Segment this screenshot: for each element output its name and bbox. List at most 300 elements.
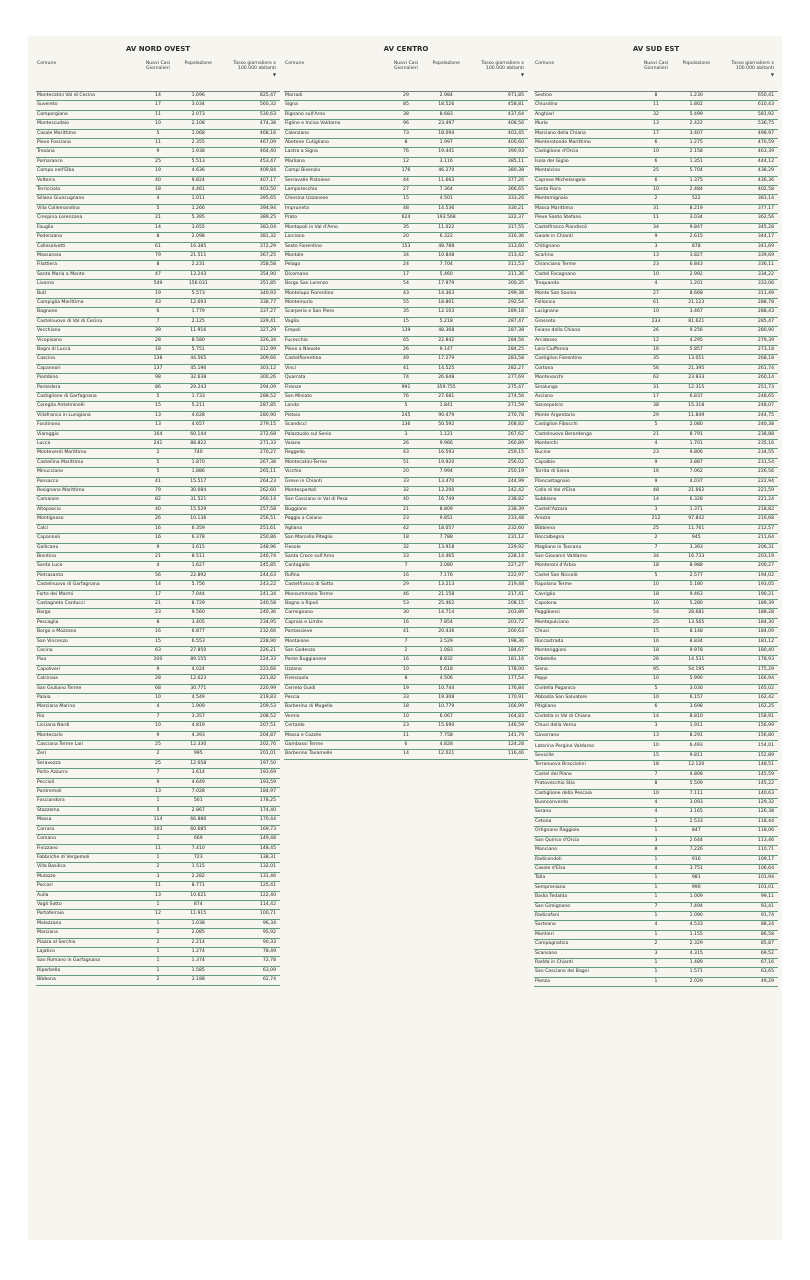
cell-comune: Cecina — [36, 646, 141, 655]
cell-comune: Massa Marittima — [534, 204, 639, 213]
header-nuovi-casi[interactable]: Nuovi Casi Giornalieri — [141, 55, 175, 92]
cell-nuovi-casi: 30 — [389, 609, 423, 618]
cell-nuovi-casi: 9 — [141, 778, 175, 787]
cell-nuovi-casi: 11 — [639, 214, 673, 223]
cell-tasso: 326,34 — [221, 336, 280, 345]
cell-comune: Santa Fiora — [534, 186, 639, 195]
cell-nuovi-casi: 14 — [639, 712, 673, 721]
table-row — [284, 646, 528, 655]
cell-tasso: 145,59 — [719, 770, 778, 779]
table-row — [36, 976, 280, 985]
cell-nuovi-casi: 9 — [639, 477, 673, 486]
cell-popolazione: 4.636 — [175, 167, 221, 176]
cell-popolazione: 18.526 — [423, 101, 469, 110]
cell-popolazione: 6.328 — [673, 496, 719, 505]
table-row — [534, 646, 778, 655]
cell-tasso: 221,24 — [719, 496, 778, 505]
cell-nuovi-casi: 4 — [639, 808, 673, 817]
cell-nuovi-casi: 16 — [639, 637, 673, 646]
cell-comune: Fivizzano — [36, 844, 141, 853]
cell-nuovi-casi: 34 — [389, 251, 423, 260]
cell-popolazione: 14.536 — [423, 204, 469, 213]
cell-tasso: 184,97 — [221, 788, 280, 797]
table-row — [534, 609, 778, 618]
cell-popolazione: 1.696 — [175, 92, 221, 101]
table-row — [534, 741, 778, 752]
header-popolazione[interactable]: Popolazione — [423, 55, 469, 92]
cell-comune: Montalcino — [534, 167, 639, 176]
cell-nuovi-casi: 5 — [141, 458, 175, 467]
cell-comune: Campagnatico — [534, 940, 639, 949]
cell-comune: Rignano sull'Arno — [284, 110, 389, 119]
cell-popolazione: 9.847 — [673, 223, 719, 232]
table-row — [284, 393, 528, 402]
cell-comune: Marciana — [36, 929, 141, 938]
cell-popolazione: 5.513 — [175, 157, 221, 166]
cell-tasso: 383,14 — [719, 195, 778, 204]
cell-comune: Collesalvetti — [36, 242, 141, 251]
table-row — [284, 571, 528, 580]
table-row — [534, 214, 778, 223]
cell-tasso: 287,47 — [469, 317, 528, 326]
cell-comune: Castiglione d'Orcia — [534, 148, 639, 157]
cell-tasso: 114,42 — [221, 900, 280, 909]
cell-popolazione: 6.553 — [175, 637, 221, 646]
cell-comune: Pescaglia — [36, 618, 141, 627]
cell-tasso: 581,92 — [719, 110, 778, 119]
cell-popolazione: 18.094 — [423, 129, 469, 138]
cell-nuovi-casi: 5 — [639, 421, 673, 430]
cell-tasso: 149,48 — [221, 835, 280, 844]
header-tasso[interactable] — [719, 55, 778, 92]
table-row — [36, 430, 280, 439]
cell-tasso: 366,65 — [469, 186, 528, 195]
cell-tasso: 250,86 — [221, 534, 280, 543]
cell-popolazione: 13.918 — [423, 543, 469, 552]
cell-popolazione: 2.029 — [673, 977, 719, 986]
cell-comune: Capannoli — [36, 534, 141, 543]
sort-desc-icon[interactable]: ▼ — [520, 71, 524, 77]
table-row — [36, 703, 280, 712]
cell-popolazione: 6.493 — [673, 741, 719, 752]
cell-nuovi-casi: 1 — [639, 855, 673, 864]
header-tasso-label: Tasso giornaliero x 100.000 abitanti — [233, 61, 276, 72]
cell-comune: Castiglione di Garfagnana — [36, 393, 141, 402]
cell-popolazione: 10.744 — [423, 684, 469, 693]
table-row — [284, 120, 528, 129]
cell-tasso: 212,57 — [719, 524, 778, 533]
cell-tasso: 156,80 — [719, 731, 778, 740]
cell-nuovi-casi: 43 — [389, 449, 423, 458]
cell-comune: Peccioli — [36, 778, 141, 787]
sort-desc-icon[interactable]: ▼ — [770, 71, 774, 77]
cell-nuovi-casi: 61 — [639, 298, 673, 307]
cell-popolazione: 54.195 — [673, 665, 719, 674]
cell-comune: Riparbella — [36, 966, 141, 975]
cell-comune: Dicomano — [284, 270, 389, 279]
cell-comune: Monte San Savino — [534, 289, 639, 298]
header-tasso[interactable] — [469, 55, 528, 92]
table-row — [284, 750, 528, 759]
cell-nuovi-casi: 1 — [639, 874, 673, 883]
cell-comune: Gavorrano — [534, 731, 639, 740]
cell-popolazione: 2.214 — [175, 938, 221, 947]
cell-popolazione: 13.470 — [423, 477, 469, 486]
table-row — [36, 355, 280, 364]
table-row — [534, 345, 778, 354]
cell-tasso: 340,93 — [221, 289, 280, 298]
cell-comune: Ortignano Raggiolo — [534, 827, 639, 836]
cell-nuovi-casi: 12 — [389, 157, 423, 166]
cell-popolazione: 7.364 — [423, 186, 469, 195]
cell-popolazione: 90.479 — [423, 411, 469, 420]
cell-nuovi-casi: 24 — [389, 261, 423, 270]
cell-nuovi-casi: 11 — [389, 731, 423, 740]
cell-comune: Carrara — [36, 825, 141, 834]
cell-comune: San Casciano dei Bagni — [534, 968, 639, 977]
cell-comune: Fauglia — [36, 223, 141, 232]
cell-nuovi-casi: 7 — [141, 317, 175, 326]
header-comune[interactable]: Comune — [284, 55, 389, 92]
cell-popolazione: 2.992 — [673, 270, 719, 279]
cell-comune: Impruneta — [284, 204, 389, 213]
table-row — [534, 703, 778, 712]
table-row — [534, 571, 778, 580]
cell-tasso: 284,25 — [469, 345, 528, 354]
table-row — [36, 280, 280, 289]
cell-nuovi-casi: 51 — [389, 458, 423, 467]
cell-tasso: 241,34 — [221, 590, 280, 599]
cell-tasso: 285,47 — [719, 317, 778, 326]
cell-nuovi-casi: 79 — [141, 251, 175, 260]
cell-tasso: 91,74 — [719, 911, 778, 920]
cell-nuovi-casi: 26 — [639, 327, 673, 336]
cell-tasso: 437,64 — [469, 110, 528, 119]
cell-nuovi-casi: 5 — [141, 468, 175, 477]
sort-desc-icon[interactable]: ▼ — [272, 71, 276, 77]
cell-nuovi-casi: 7 — [639, 902, 673, 911]
cell-nuovi-casi: 15 — [141, 637, 175, 646]
cell-tasso: 257,58 — [221, 505, 280, 514]
panel-title: AV SUD EST — [632, 45, 680, 53]
table-row — [36, 477, 280, 486]
cell-popolazione: 8.810 — [673, 712, 719, 721]
cell-popolazione: 193.568 — [423, 214, 469, 223]
cell-comune: San Quirico d'Orcia — [534, 836, 639, 845]
table-row — [284, 270, 528, 279]
cell-popolazione: 5.211 — [175, 402, 221, 411]
cell-nuovi-casi: 41 — [389, 628, 423, 637]
cell-tasso: 201,01 — [221, 750, 280, 759]
cell-tasso: 101,01 — [719, 883, 778, 892]
cell-nuovi-casi: 3 — [141, 872, 175, 881]
cell-popolazione: 1.911 — [673, 722, 719, 731]
cell-tasso: 409,84 — [221, 167, 280, 176]
cell-nuovi-casi: 10 — [639, 270, 673, 279]
cell-nuovi-casi: 32 — [389, 543, 423, 552]
cell-comune: Agliana — [284, 524, 389, 533]
cell-comune: Santa Luce — [36, 562, 141, 571]
cell-comune: San Giovanni Valdarno — [534, 552, 639, 561]
table-row — [284, 195, 528, 204]
table-row — [36, 167, 280, 176]
header-popolazione[interactable]: Popolazione — [175, 55, 221, 92]
cell-nuovi-casi: 2 — [141, 449, 175, 458]
cell-comune: Roccastrada — [534, 637, 639, 646]
cell-tasso: 229,92 — [469, 543, 528, 552]
cell-nuovi-casi: 26 — [389, 345, 423, 354]
cell-comune: Monsummano Terme — [284, 590, 389, 599]
cell-popolazione: 3.034 — [175, 101, 221, 110]
cell-comune: Pelago — [284, 261, 389, 270]
cell-nuovi-casi: 1 — [639, 893, 673, 902]
cell-tasso: 188,28 — [719, 609, 778, 618]
cell-tasso: 178,00 — [469, 665, 528, 674]
cell-tasso: 444,12 — [719, 157, 778, 166]
cell-comune: Viareggio — [36, 430, 141, 439]
cell-popolazione: 12.623 — [175, 675, 221, 684]
table-row — [534, 930, 778, 939]
cell-popolazione: 9.966 — [423, 440, 469, 449]
cell-comune: Reggello — [284, 449, 389, 458]
cell-comune: Lajatico — [36, 947, 141, 956]
cell-comune: Castel San Niccolò — [534, 571, 639, 580]
table-row — [36, 599, 280, 608]
cell-nuovi-casi: 11 — [141, 139, 175, 148]
cell-tasso: 260,14 — [719, 374, 778, 383]
cell-nuovi-casi: 56 — [639, 364, 673, 373]
cell-nuovi-casi: 35 — [389, 223, 423, 232]
cell-comune: Lamporecchio — [284, 186, 389, 195]
table-row — [284, 242, 528, 251]
cell-comune: Pieve Santo Stefano — [534, 214, 639, 223]
cell-nuovi-casi: 10 — [639, 599, 673, 608]
panel-title: AV CENTRO — [383, 45, 429, 53]
cell-comune: Castelfranco di Sotto — [284, 581, 389, 590]
cell-comune: Montelupo Fiorentino — [284, 289, 389, 298]
cell-popolazione: 5.218 — [423, 317, 469, 326]
cell-comune: Fabbriche di Vergemoli — [36, 853, 141, 862]
cell-nuovi-casi: 1 — [141, 957, 175, 966]
cell-nuovi-casi: 2 — [141, 929, 175, 938]
cell-comune: Sansepolcro — [534, 402, 639, 411]
cell-tasso: 248,07 — [719, 402, 778, 411]
cell-popolazione: 17.979 — [423, 280, 469, 289]
cell-nuovi-casi: 14 — [639, 496, 673, 505]
cell-nuovi-casi: 10 — [389, 665, 423, 674]
cell-nuovi-casi: 3 — [389, 430, 423, 439]
cell-nuovi-casi: 7 — [389, 637, 423, 646]
cell-comune: Prato — [284, 214, 389, 223]
cell-popolazione: 4.808 — [673, 770, 719, 779]
header-comune[interactable]: Comune — [534, 55, 639, 92]
cell-tasso: 474,38 — [221, 120, 280, 129]
table-row — [36, 938, 280, 947]
table-row — [36, 919, 280, 928]
cell-tasso: 338,77 — [221, 298, 280, 307]
cell-popolazione: 3.116 — [423, 157, 469, 166]
cell-tasso: 96,34 — [221, 919, 280, 928]
table-row — [284, 590, 528, 599]
cell-tasso: 100,71 — [221, 910, 280, 919]
data-table — [36, 55, 280, 986]
cell-tasso: 284,56 — [469, 336, 528, 345]
table-row — [36, 741, 280, 750]
cell-comune: Bagno a Ripoli — [284, 599, 389, 608]
table-row — [534, 374, 778, 383]
cell-popolazione: 8.809 — [423, 505, 469, 514]
cell-nuovi-casi: 1 — [639, 968, 673, 977]
cell-popolazione: 15.318 — [673, 402, 719, 411]
cell-popolazione: 12.021 — [423, 750, 469, 759]
table-row — [284, 543, 528, 552]
cell-comune: Pistoia — [284, 411, 389, 420]
table-row — [534, 458, 778, 467]
cell-popolazione: 4.393 — [175, 731, 221, 740]
cell-tasso: 470,59 — [719, 139, 778, 148]
cell-popolazione: 1.779 — [175, 308, 221, 317]
table-row — [534, 280, 778, 289]
cell-nuovi-casi: 8 — [639, 92, 673, 101]
cell-tasso: 67,16 — [719, 958, 778, 967]
cell-comune: Marciana Marina — [36, 703, 141, 712]
cell-nuovi-casi: 12 — [639, 336, 673, 345]
cell-tasso: 200,27 — [719, 562, 778, 571]
table-row — [36, 101, 280, 110]
header-nuovi-casi[interactable]: Nuovi Casi Giornalieri — [389, 55, 423, 92]
cell-popolazione: 3.093 — [673, 799, 719, 808]
cell-popolazione: 5.990 — [673, 675, 719, 684]
cell-tasso: 498,97 — [719, 129, 778, 138]
cell-comune: Poggio a Caiano — [284, 515, 389, 524]
table-row — [534, 893, 778, 902]
cell-popolazione: 2.615 — [673, 233, 719, 242]
cell-tasso: 341,69 — [719, 242, 778, 251]
table-row — [36, 139, 280, 148]
cell-nuovi-casi: 21 — [141, 552, 175, 561]
cell-tasso: 178,93 — [719, 656, 778, 665]
cell-nuovi-casi: 7 — [639, 543, 673, 552]
cell-nuovi-casi: 1 — [639, 883, 673, 892]
header-popolazione[interactable]: Popolazione — [673, 55, 719, 92]
table-row — [534, 656, 778, 665]
cell-nuovi-casi: 5 — [141, 806, 175, 815]
cell-tasso: 164,83 — [469, 712, 528, 721]
table-row — [36, 750, 280, 759]
cell-tasso: 176,84 — [469, 684, 528, 693]
cell-tasso: 267,62 — [469, 430, 528, 439]
cell-comune: Volterra — [36, 176, 141, 185]
cell-popolazione: 2.329 — [673, 940, 719, 949]
cell-comune: Follonica — [534, 298, 639, 307]
cell-popolazione: 3.615 — [175, 543, 221, 552]
cell-nuovi-casi: 47 — [141, 270, 175, 279]
table-row — [284, 101, 528, 110]
cell-tasso: 177,54 — [469, 675, 528, 684]
cell-tasso: 385,11 — [469, 157, 528, 166]
cell-tasso: 339,69 — [719, 251, 778, 260]
cell-nuovi-casi: 33 — [389, 694, 423, 703]
cell-tasso: 180,40 — [719, 646, 778, 655]
table-row — [36, 609, 280, 618]
cell-tasso: 244,63 — [221, 571, 280, 580]
cell-comune: Lucca — [36, 440, 141, 449]
table-row — [284, 336, 528, 345]
cell-nuovi-casi: 33 — [389, 552, 423, 561]
cell-popolazione: 878 — [673, 242, 719, 251]
cell-nuovi-casi: 4 — [639, 440, 673, 449]
cell-nuovi-casi: 23 — [639, 449, 673, 458]
table-row — [534, 308, 778, 317]
cell-nuovi-casi: 18 — [141, 186, 175, 195]
cell-tasso: 262,60 — [221, 487, 280, 496]
cell-nuovi-casi: 9 — [141, 148, 175, 157]
cell-tasso: 158,91 — [719, 712, 778, 721]
cell-tasso: 248,96 — [221, 543, 280, 552]
header-comune[interactable]: Comune — [36, 55, 141, 92]
cell-nuovi-casi: 2 — [639, 195, 673, 204]
cell-comune: Santa Croce sull'Arno — [284, 552, 389, 561]
cell-tasso: 240,38 — [719, 421, 778, 430]
cell-nuovi-casi: 21 — [141, 214, 175, 223]
cell-popolazione: 5.499 — [673, 110, 719, 119]
cell-popolazione: 669 — [175, 835, 221, 844]
cell-comune: Barberino Tavarnelle — [284, 750, 389, 759]
cell-popolazione: 27.850 — [175, 646, 221, 655]
cell-comune: Calcinaia — [36, 675, 141, 684]
table-row — [534, 430, 778, 439]
cell-nuovi-casi: 34 — [639, 223, 673, 232]
header-tasso[interactable] — [221, 55, 280, 92]
cell-comune: Caprese Michelangelo — [534, 176, 639, 185]
header-nuovi-casi[interactable]: Nuovi Casi Giornalieri — [639, 55, 673, 92]
cell-comune: Torrita di Siena — [534, 468, 639, 477]
cell-nuovi-casi: 25 — [141, 157, 175, 166]
cell-nuovi-casi: 5 — [389, 402, 423, 411]
cell-comune: Pontedera — [36, 383, 141, 392]
table-row — [284, 317, 528, 326]
table-row — [534, 712, 778, 721]
cell-popolazione: 89.155 — [175, 656, 221, 665]
cell-tasso: 101,94 — [719, 874, 778, 883]
cell-tasso: 270,78 — [469, 411, 528, 420]
cell-popolazione: 1.155 — [673, 930, 719, 939]
cell-comune: Gaiole in Chianti — [534, 233, 639, 242]
cell-comune: Castelfiorentino — [284, 355, 389, 364]
table-row — [284, 223, 528, 232]
cell-comune: Cerreto Guidi — [284, 684, 389, 693]
cell-tasso: 825,47 — [221, 92, 280, 101]
cell-popolazione: 15.517 — [175, 477, 221, 486]
cell-popolazione: 5.460 — [423, 270, 469, 279]
cell-popolazione: 1.274 — [175, 947, 221, 956]
table-row — [36, 327, 280, 336]
table-row — [534, 855, 778, 864]
cell-popolazione: 12.120 — [673, 761, 719, 770]
data-table — [534, 55, 778, 987]
cell-popolazione: 3.614 — [175, 769, 221, 778]
cell-tasso: 138,31 — [221, 853, 280, 862]
cell-comune: Palazzuolo sul Senio — [284, 430, 389, 439]
table-row — [36, 910, 280, 919]
table-row — [284, 280, 528, 289]
cell-nuovi-casi: 6 — [639, 157, 673, 166]
cell-nuovi-casi: 19 — [389, 684, 423, 693]
cell-comune: Vicchio — [284, 468, 389, 477]
cell-comune: Ponte Buggianese — [284, 656, 389, 665]
table-row — [36, 110, 280, 119]
table-row — [36, 233, 280, 242]
